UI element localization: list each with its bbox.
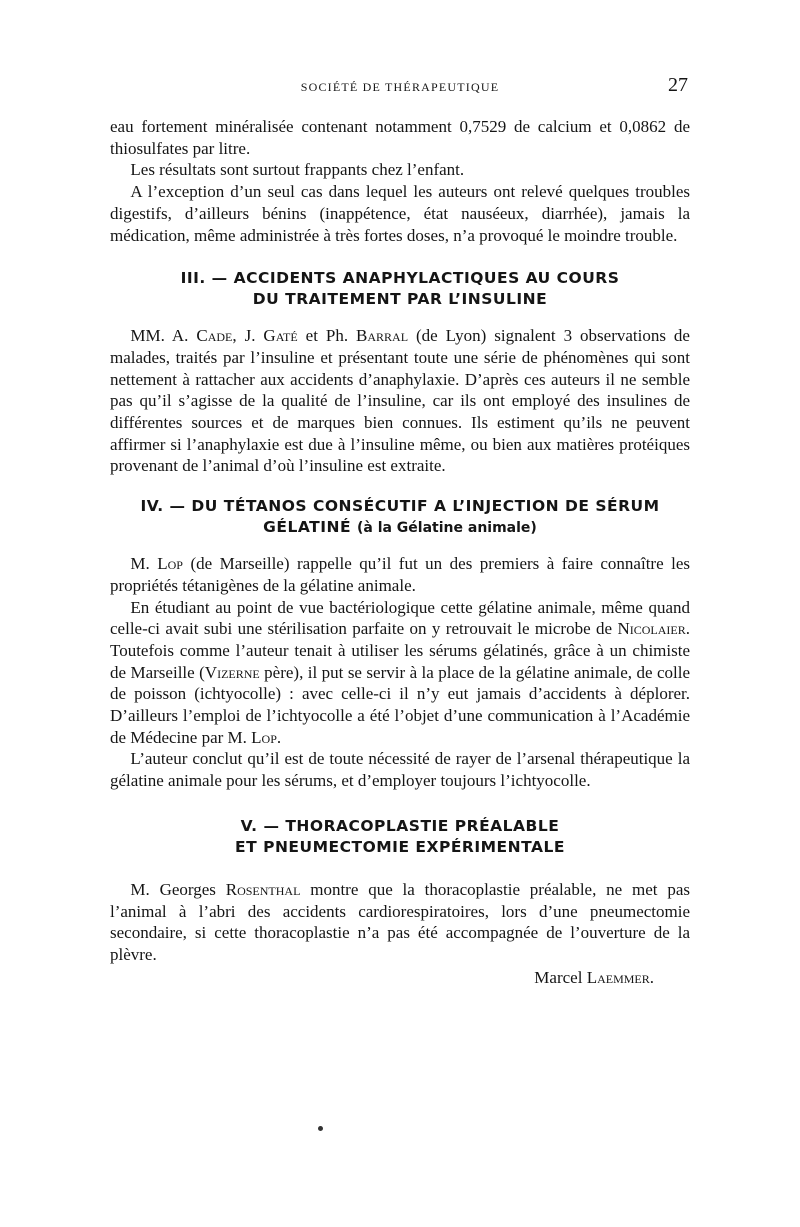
author-name: Barral xyxy=(356,326,409,346)
section-5-heading xyxy=(110,816,690,858)
author-name: Rosenthal xyxy=(225,879,301,899)
author-name: Lop xyxy=(251,727,277,747)
section-3-heading xyxy=(110,268,690,310)
text-run: père), il put se servir à la place de la gélatine animale, de colle de poisson (ichtyocolle) : avec celle-ci il n’y eut jamais d’accidents à déplorer. D’ailleurs l’emploi de l’ichtyocolle a été l’objet d’une communication à l’Académie de Médecine par M. xyxy=(110,662,691,747)
text-run: (de Lyon) signalent 3 observations de malades, traités par l’insuline et présentant toute une série de phénomènes qui sont nettement à rattacher aux accidents d’anaphylaxie. D’après ces auteurs il ne semble pas qu’il s’agisse de la qualité de l’insuline, car ils ont employé des insulines de différentes sources et de marques bien connues. Ils estiment qu’ils ne peuvent affirmer si l’anaphylaxie est due à l’insuline même, ou bien aux matières protéiques provenant de l’animal d’où l’insuline est extraite. xyxy=(110,326,690,476)
text-run: , J. xyxy=(232,326,264,346)
signature-last-name: Laemmer xyxy=(586,967,650,987)
section-4-heading-line-1: IV. — DU TÉTANOS CONSÉCUTIF A L’INJECTION DE SÉRUM xyxy=(140,497,660,516)
intro-paragraph-3: A l’exception d’un seul cas dans lequel les auteurs ont relevé quelques troubles digestifs, d’ailleurs bénins (inappétence, état nauséeux, diarrhée), jamais la médication, même administrée à très fortes doses, n’a provoqué le moindre trouble. xyxy=(110,182,690,245)
section-3-heading-line-1: III. — ACCIDENTS ANAPHYLACTIQUES AU COURS xyxy=(180,269,620,288)
section-5-paragraph-1 xyxy=(110,879,690,966)
text-run: En étudiant au point de vue bactériologique cette gélatine animale, même quand celle-ci avait subi une stérilisation parfaite on y retrouvait le microbe de xyxy=(110,597,690,639)
text-run: MM. A. xyxy=(130,326,197,346)
text-run: montre que la thoracoplastie préalable, ne met pas l’animal à l’abri des accidents cardiorespiratoires, lors d’une pneumectomie secondaire, si cette thoracoplastie n’a pas été accompagnée de l’ouverture de la plèvre. xyxy=(110,879,690,964)
text-run: . xyxy=(649,967,654,987)
running-header xyxy=(110,76,690,100)
text-run: M. xyxy=(130,554,158,574)
section-4-paragraph-3: L’auteur conclut qu’il est de toute nécessité de rayer de l’arsenal thérapeutique la gélatine animale pour les sérums, et d’employer toujours l’ichtyocolle. xyxy=(110,749,690,791)
running-title: SOCIÉTÉ DE THÉRAPEUTIQUE xyxy=(300,80,500,94)
section-5-heading-line-1: V. — THORACOPLASTIE PRÉALABLE xyxy=(240,816,560,835)
heading-subtitle: (à la Gélatine animale) xyxy=(356,520,537,537)
page-number: 27 xyxy=(668,74,688,96)
author-name: Cade xyxy=(196,326,233,346)
heading-main: GÉLATINÉ xyxy=(263,518,352,537)
section-4-heading xyxy=(110,496,690,539)
document-body xyxy=(110,116,690,988)
section-3-paragraph-1 xyxy=(110,325,690,477)
text-run: et Ph. xyxy=(297,326,357,346)
signature xyxy=(110,967,690,989)
person-name: Vizerne xyxy=(204,662,260,682)
section-3-heading-line-2: DU TRAITEMENT PAR L’INSULINE xyxy=(252,290,548,309)
text-run: (de Marseille) rappelle qu’il fut un des premiers à faire connaître les propriétés tétanigènes de la gélatine animale. xyxy=(110,554,691,595)
section-4-paragraph-1 xyxy=(110,553,690,596)
intro-paragraph-2: Les résultats sont surtout frappants chez l’enfant. xyxy=(130,160,465,180)
section-4-paragraph-2 xyxy=(110,597,690,749)
text-run: . xyxy=(276,727,282,747)
author-name: Gaté xyxy=(263,326,298,346)
author-name: Lop xyxy=(157,554,183,574)
section-5-heading-line-2: ET PNEUMECTOMIE EXPÉRIMENTALE xyxy=(235,837,565,856)
text-run: M. Georges xyxy=(130,879,226,899)
person-name: Nicolaier xyxy=(617,619,686,639)
print-mark xyxy=(318,1126,323,1131)
signature-first-name: Marcel xyxy=(534,967,587,987)
section-4-heading-line-2 xyxy=(110,517,690,539)
intro-paragraph-1: eau fortement minéralisée contenant notamment 0,7529 de calcium et 0,0862 de thiosulfates par litre. xyxy=(110,117,690,158)
text-run: . Toutefois comme l’auteur tenait à utiliser les sérums gélatinés, grâce à un chimiste de Marseille ( xyxy=(110,619,690,682)
